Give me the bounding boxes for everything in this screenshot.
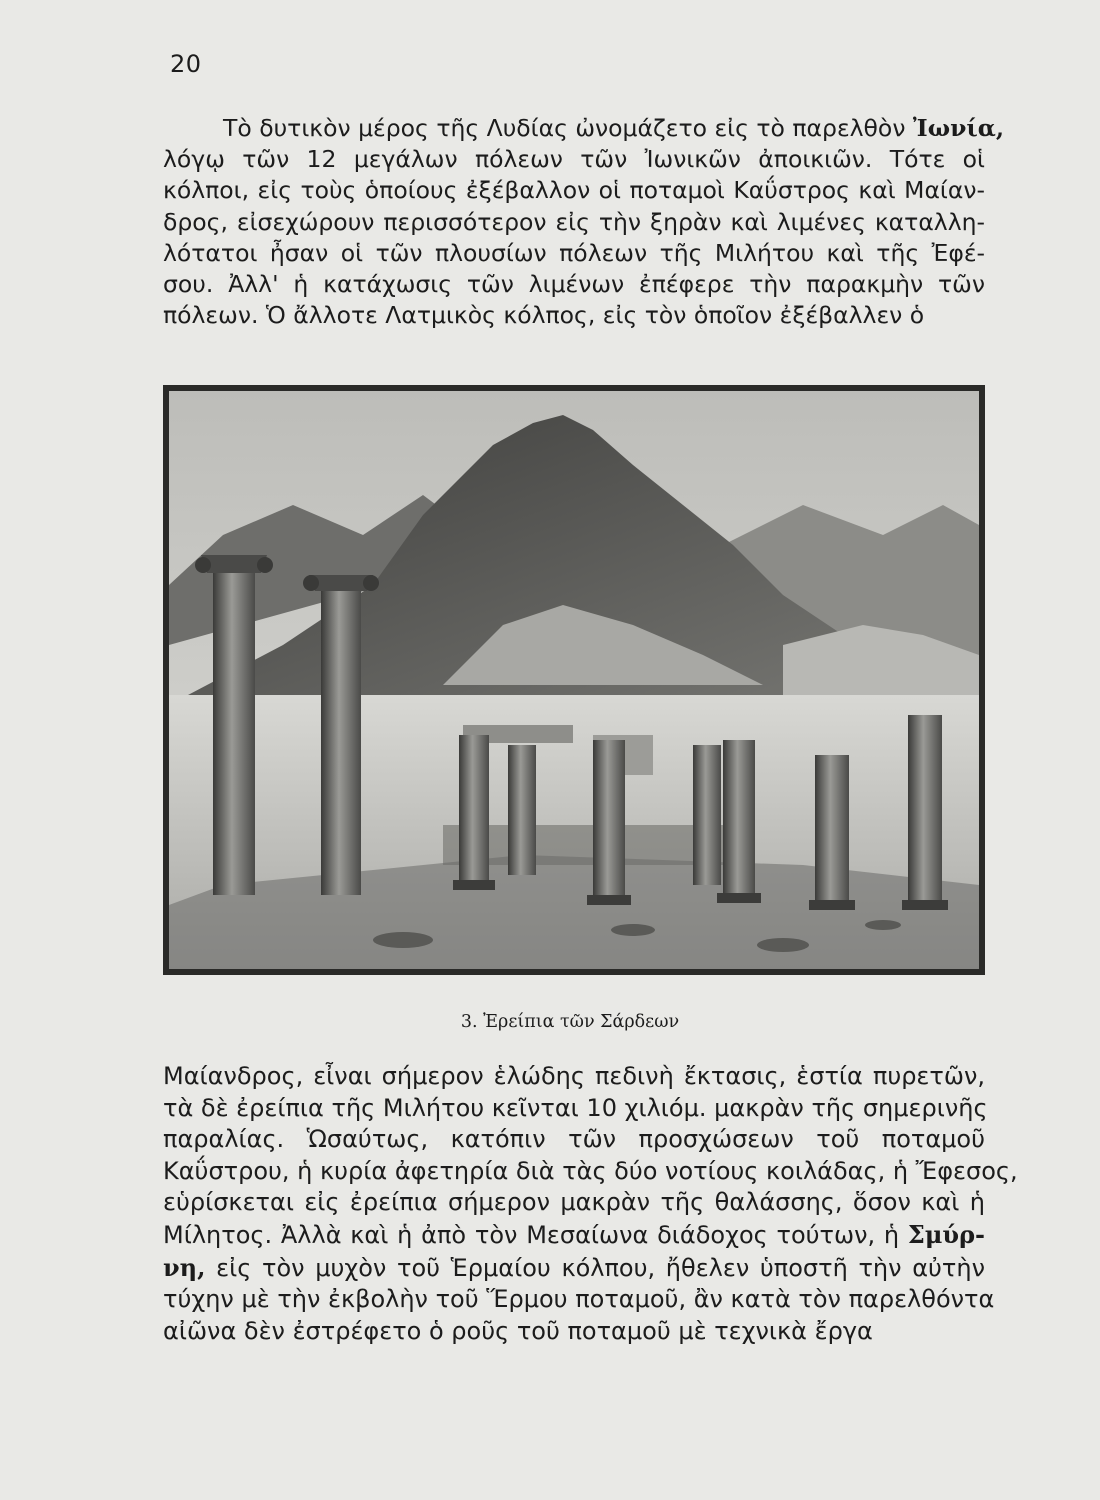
top-paragraph xyxy=(163,113,1005,331)
column-short xyxy=(508,745,536,875)
text-run: Τὸ δυτικὸν μέρος τῆς Λυδίας ὠνομάζετο εἰς τὸ παρελθὸν xyxy=(223,114,913,142)
text-run: τύχην μὲ τὴν ἐκβολὴν τοῦ Ἕρμου ποταμοῦ, ἂν κατὰ τὸν παρελθόντα xyxy=(163,1285,995,1314)
bold-term: νη, xyxy=(163,1252,206,1282)
text-run: τὰ δὲ ἐρείπια τῆς Μιλήτου κεῖνται 10 χιλιόμ. μακρὰν τῆς σημερινῆς xyxy=(163,1093,988,1122)
page-number: 20 xyxy=(170,50,202,78)
text-line xyxy=(163,207,985,238)
text-line xyxy=(163,113,1005,144)
text-line xyxy=(163,238,985,269)
text-line xyxy=(163,1093,988,1125)
text-run: λότατοι ἦσαν οἱ τῶν πλουσίων πόλεων τῆς Μιλήτου καὶ τῆς Ἐφέ- xyxy=(163,238,985,267)
column-base xyxy=(717,893,761,903)
text-line xyxy=(163,1252,985,1285)
text-line xyxy=(163,1219,985,1252)
text-line xyxy=(163,1124,985,1156)
text-line xyxy=(163,1061,985,1093)
column-short xyxy=(723,740,755,900)
text-line xyxy=(163,1156,1018,1188)
figure-caption: 3. Ἐρείπια τῶν Σάρδεων xyxy=(460,1012,680,1032)
column-base xyxy=(453,880,495,890)
text-line xyxy=(163,1187,985,1219)
text-line xyxy=(163,1316,985,1348)
text-run: κόλποι, εἰς τοὺς ὁποίους ἐξέβαλλον οἱ ποταμοὶ Καΰστρος καὶ Μαίαν- xyxy=(163,176,985,205)
text-line xyxy=(163,144,985,175)
text-run: Μαίανδρος, εἶναι σήμερον ἑλώδης πεδινὴ ἔκτασις, ἑστία πυρετῶν, xyxy=(163,1062,985,1090)
bold-term: Ἰωνία, xyxy=(912,114,1005,142)
text-run: πόλεων. Ὁ ἄλλοτε Λατμικὸς κόλπος, εἰς τὸν ὁποῖον ἐξέβαλλεν ὁ xyxy=(163,301,925,330)
column-short xyxy=(459,735,489,885)
text-run: σου. Ἀλλ' ἡ κατάχωσις τῶν λιμένων ἐπέφερε τὴν παρακμὴν τῶν xyxy=(163,270,985,299)
text-line xyxy=(163,300,985,331)
stone xyxy=(757,938,809,952)
bottom-paragraph xyxy=(163,1061,1018,1347)
text-line xyxy=(163,269,985,300)
text-run: αἰῶνα δὲν ἐστρέφετο ὁ ροῦς τοῦ ποταμοῦ μὲ τεχνικὰ ἔργα xyxy=(163,1316,873,1345)
bold-term: Σμύρ- xyxy=(907,1219,985,1249)
stone xyxy=(865,920,901,930)
figure-photo-sardis-ruins xyxy=(163,385,985,975)
text-line xyxy=(163,175,985,206)
text-line xyxy=(163,1284,995,1316)
text-run: παραλίας. Ὡσαύτως, κατόπιν τῶν προσχώσεων τοῦ ποταμοῦ xyxy=(163,1125,985,1154)
text-run: λόγῳ τῶν 12 μεγάλων πόλεων τῶν Ἰωνικῶν ἀποικιῶν. Τότε οἱ xyxy=(163,145,985,174)
text-run: εἰς τὸν μυχὸν τοῦ Ἑρμαίου κόλπου, ἤθελεν ὑποστῆ τὴν αὐτὴν xyxy=(205,1253,985,1282)
column-base xyxy=(902,900,948,910)
column-short xyxy=(593,740,625,900)
text-run: εὑρίσκεται εἰς ἐρείπια σήμερον μακρὰν τῆς θαλάσσης, ὅσον καὶ ἡ xyxy=(163,1188,985,1217)
text-run: Καΰστρου, ἡ κυρία ἀφετηρία διὰ τὰς δύο νοτίους κοιλάδας, ἡ Ἔφεσος, xyxy=(163,1156,1018,1185)
stone xyxy=(373,932,433,948)
column-short xyxy=(908,715,942,905)
column-short xyxy=(815,755,849,905)
text-run: δρος, εἰσεχώρουν περισσότερον εἰς τὴν ξηρὰν καὶ λιμένες καταλλη- xyxy=(163,207,985,236)
column-base xyxy=(587,895,631,905)
text-run: Μίλητος. Ἀλλὰ καὶ ἡ ἀπὸ τὸν Μεσαίωνα διάδοχος τούτων, ἡ xyxy=(163,1220,908,1249)
column-short xyxy=(693,745,721,885)
column-base xyxy=(809,900,855,910)
stone xyxy=(611,924,655,936)
